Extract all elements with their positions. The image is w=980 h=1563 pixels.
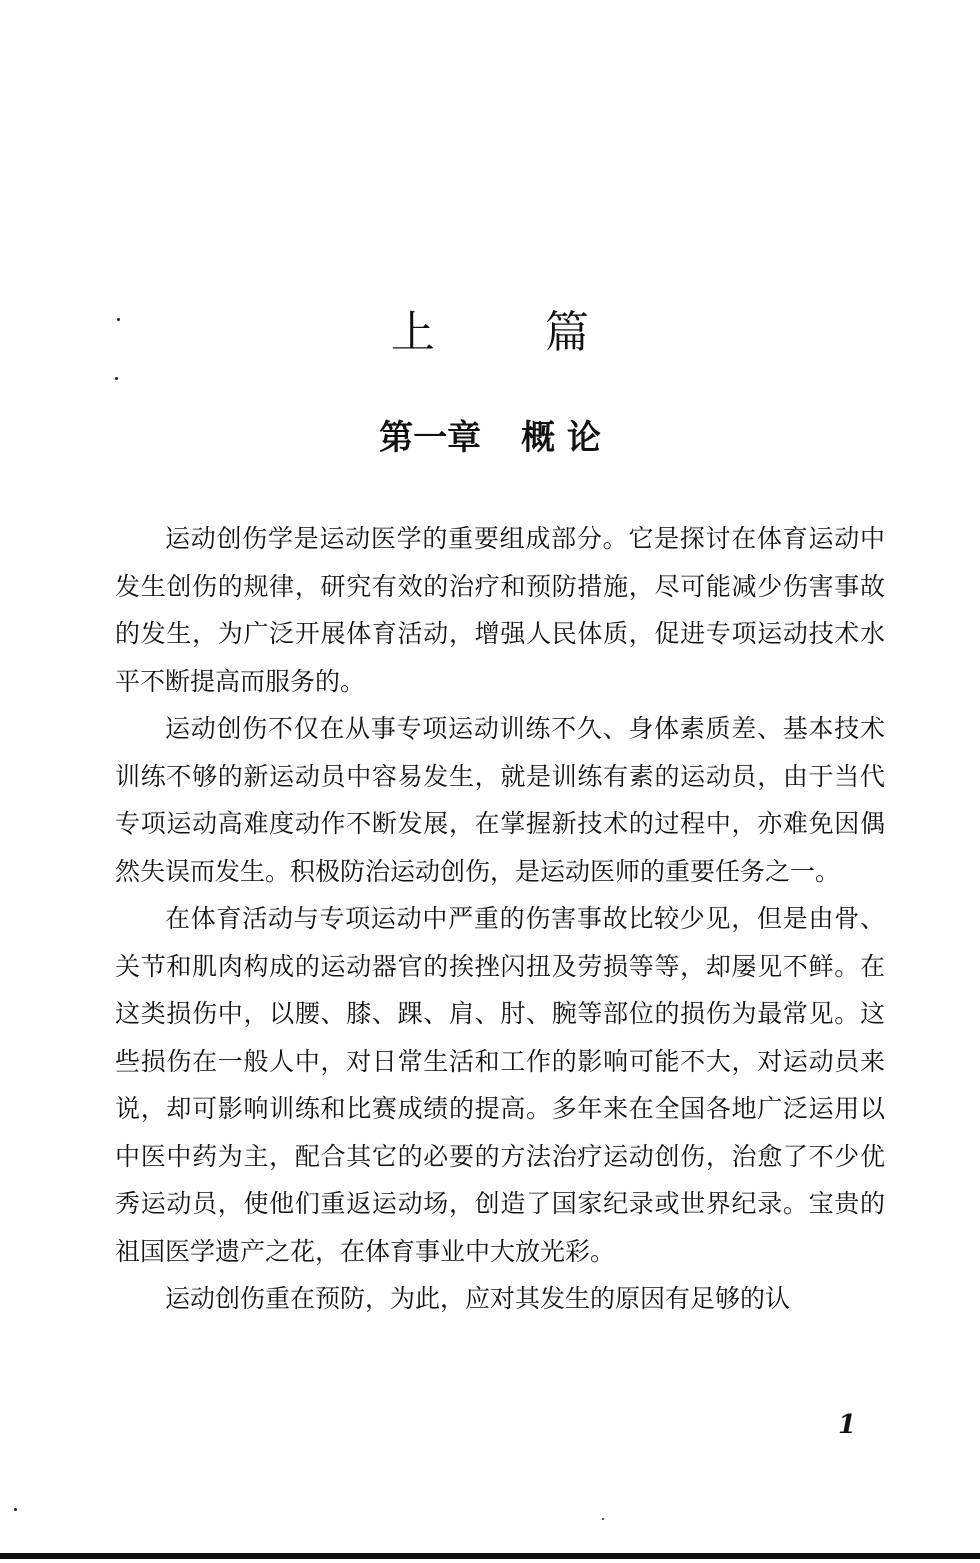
paragraph: 运动创伤学是运动医学的重要组成部分。它是探讨在体育运动中发生创伤的规律，研究有效的治疗和预防措施，尽可能减少伤害事故的发生，为广泛开展体育活动，增强人民体质，促进专项运动技术水平不断提高而服务的。: [115, 524, 885, 696]
scan-speck: [602, 1518, 604, 1520]
paragraph: 在体育活动与专项运动中严重的伤害事故比较少见，但是由骨、关节和肌肉构成的运动器官的挨挫闪扭及劳损等等，却屡见不鲜。在这类损伤中，以腰、膝、踝、肩、肘、腕等部位的损伤为最常见。这些损伤在一般人中，对日常生活和工作的影响可能不大，对运动员来说，却可影响训练和比赛成绩的提高。多年来在全国各地广泛运用以中医中药为主，配合其它的必要的方法治疗运动创伤，治愈了不少优秀运动员，使他们重返运动场，创造了国家纪录或世界纪录。宝贵的祖国医学遗产之花，在体育事业中大放光彩。: [115, 904, 885, 1266]
bottom-rule: [0, 1553, 980, 1559]
part-title: 上篇: [391, 307, 699, 358]
scan-speck: [14, 1508, 17, 1511]
scan-speck: [115, 377, 118, 380]
page-number: 1: [838, 1410, 857, 1440]
chapter-number: 第一章: [379, 418, 482, 458]
scan-speck: [117, 318, 120, 321]
chapter-title: [0, 413, 980, 463]
chapter-body: [115, 515, 885, 1323]
chapter-name: 概 论: [521, 418, 601, 458]
paragraph: 运动创伤重在预防，为此，应对其发生的原因有足够的认: [165, 1284, 791, 1313]
paragraph: 运动创伤不仅在从事专项运动训练不久、身体素质差、基本技术训练不够的新运动员中容易发生，就是训练有素的运动员，由于当代专项运动高难度动作不断发展，在掌握新技术的过程中，亦难免因偶然失误而发生。积极防治运动创伤，是运动医师的重要任务之一。: [115, 714, 885, 886]
